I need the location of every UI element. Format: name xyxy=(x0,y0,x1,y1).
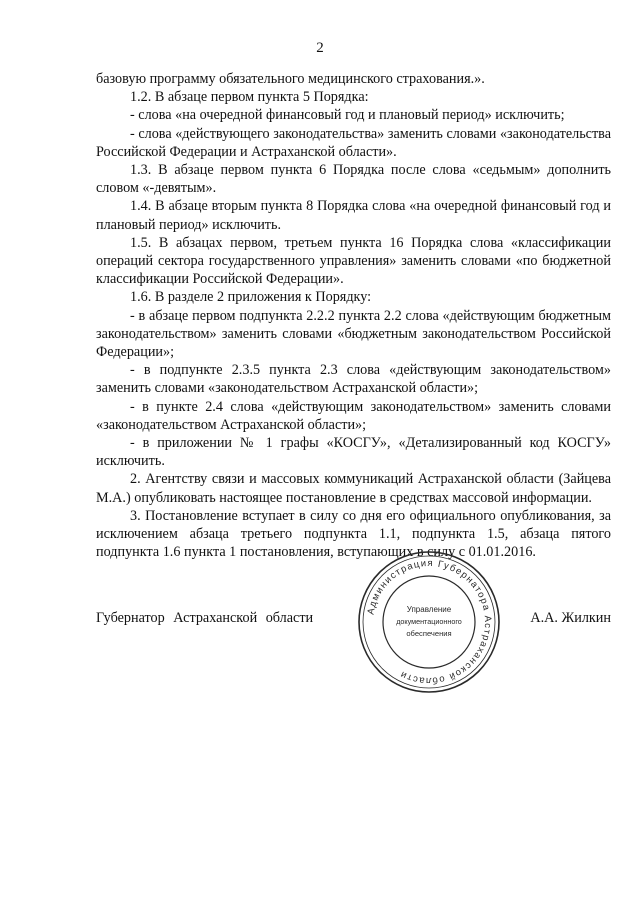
paragraph-1-6: 1.6. В разделе 2 приложения к Порядку: xyxy=(130,289,372,306)
paragraph-1-6-item-2: - в подпункте 2.3.5 пункта 2.3 слова «действующим законодательством» заменить словами «законодательством Астраханской области»; xyxy=(96,362,611,397)
official-seal-stamp xyxy=(355,548,503,696)
paragraph-1-3: 1.3. В абзаце первом пункта 6 Порядка после слова «седьмым» дополнить словом «-девятым». xyxy=(96,162,611,197)
document-body xyxy=(96,70,611,561)
paragraph-1-6-item-4: - в приложении № 1 графы «КОСГУ», «Детализированный код КОСГУ» исключить. xyxy=(96,435,611,470)
seal-ring-left: Администрация xyxy=(365,557,434,616)
seal-center-line-3: обеспечения xyxy=(406,629,452,638)
paragraph-1-2: 1.2. В абзаце первом пункта 5 Порядка: xyxy=(130,89,369,106)
paragraph-1-6-item-3: - в пункте 2.4 слова «действующим законодательством» заменить словами «законодательством Астраханской области»; xyxy=(96,398,611,433)
paragraph-continuation: базовую программу обязательного медицинского страхования.». xyxy=(96,71,485,87)
seal-center-line-1: Управление xyxy=(406,605,452,614)
paragraph-1-4: 1.4. В абзаце вторым пункта 8 Порядка слова «на очередной финансовый год и плановый период» исключить. xyxy=(96,198,611,233)
paragraph-2: 2. Агентству связи и массовых коммуникаций Астраханской области (Зайцева М.А.) опубликовать настоящее постановление в средствах массовой информации. xyxy=(96,471,611,506)
paragraph-1-2-item-2: - слова «действующего законодательства» заменить словами «законодательства Российской Федерации и Астраханской области». xyxy=(96,125,611,160)
paragraph-3: 3. Постановление вступает в силу со дня его официального опубликования, за исключением абзаца третьего подпункта 1.1, подпункта 1.5, абзаца пятого подпункта 1.6 пункта 1 постановления, вступающих в силу с 01.01.2016. xyxy=(96,507,611,561)
paragraph-1-2-item-1: - слова «на очередной финансовый год и плановый период» исключить; xyxy=(130,107,565,124)
signatory-title: Губернатор Астраханской области xyxy=(96,610,314,626)
seal-ring-right: Губернатора Астраханской области xyxy=(397,558,494,687)
paragraph-1-5: 1.5. В абзацах первом, третьем пункта 16 Порядка слова «классификации операций сектора государственного управления» заменить словами «по бюджетной классификации Российской Федерации». xyxy=(96,234,611,288)
signatory-name: А.А. Жилкин xyxy=(530,610,611,626)
paragraph-1-6-item-1: - в абзаце первом подпункта 2.2.2 пункта 2.2 слова «действующим бюджетным законодательством» заменить словами «бюджетным законодательством Российской Федерации»; xyxy=(96,307,611,361)
page-number: 2 xyxy=(316,40,324,56)
seal-center-line-2: документационного xyxy=(396,617,462,626)
